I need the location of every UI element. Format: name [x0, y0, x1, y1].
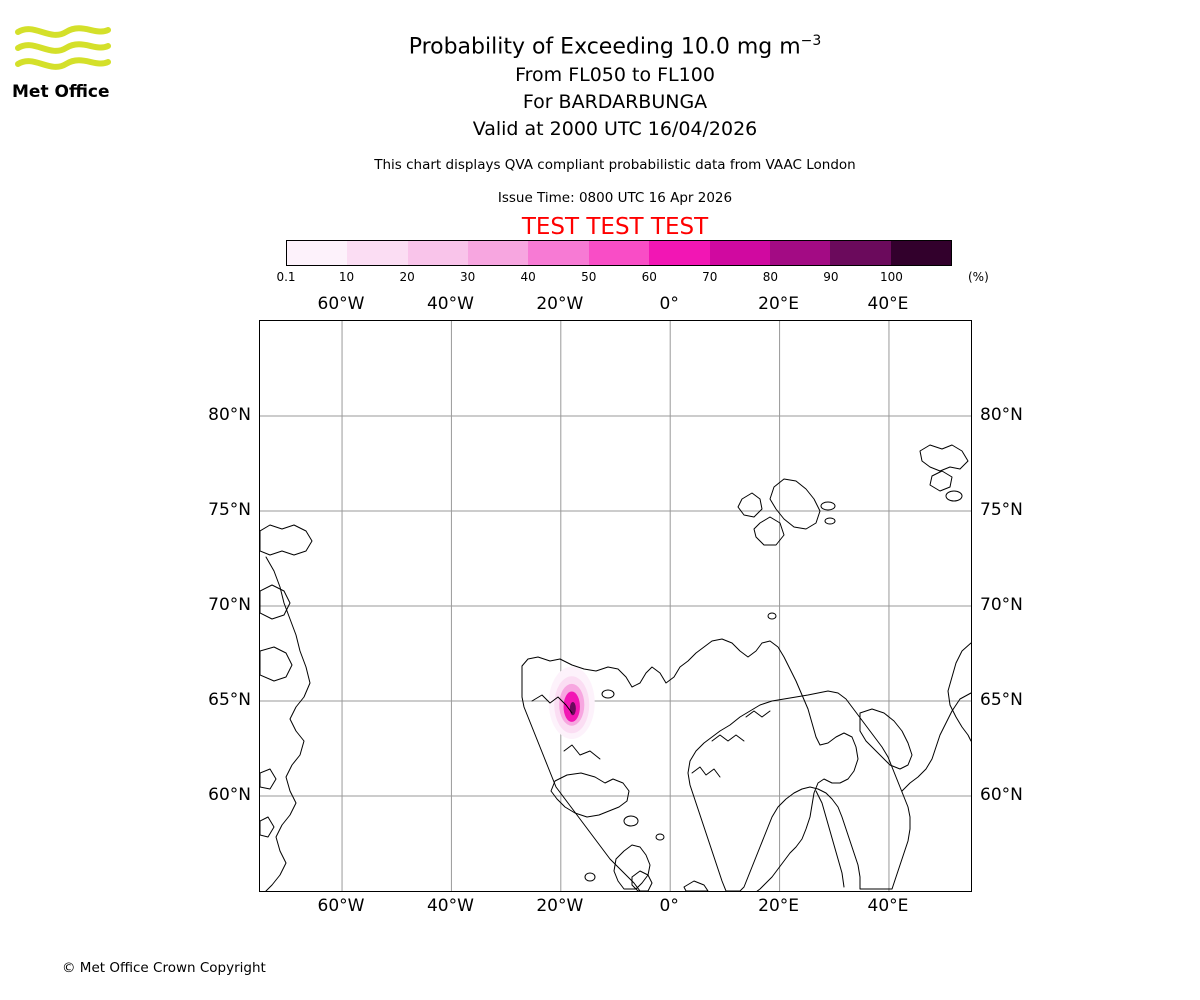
copyright-notice: © Met Office Crown Copyright	[62, 960, 266, 976]
map-plot-area[interactable]	[259, 320, 972, 892]
faroe-islands	[624, 816, 638, 826]
colorbar-band-10	[891, 241, 951, 265]
colorbar-band-9	[830, 241, 890, 265]
lon-label-top-40°W: 40°W	[426, 294, 474, 314]
baffin-inlet-2	[260, 817, 274, 837]
page-title-text: Probability of Exceeding 10.0 mg m	[408, 34, 801, 60]
lat-label-right-60°N: 60°N	[980, 785, 1023, 805]
lat-label-left-60°N: 60°N	[208, 785, 251, 805]
coastlines	[260, 445, 971, 891]
colorbar-tick-labels	[276, 270, 952, 286]
colorbar-tick-20: 20	[399, 270, 415, 284]
lon-label-bottom-40°E: 40°E	[867, 896, 909, 916]
met-office-logo	[12, 20, 112, 110]
small-island-2	[602, 690, 614, 698]
colorbar-tick-60: 60	[641, 270, 657, 284]
qva-note: This chart displays QVA compliant probabilistic data from VAAC London	[374, 157, 856, 173]
colorbar-band-1	[347, 241, 407, 265]
outer-hebrides	[585, 873, 595, 881]
test-banner: TEST TEST TEST	[521, 214, 709, 240]
colorbar-band-7	[710, 241, 770, 265]
flight-level-subtitle: From FL050 to FL100	[515, 64, 715, 86]
baffin-inlet	[260, 769, 276, 789]
ellesmere-island-coastline	[260, 525, 312, 555]
colorbar-band-5	[589, 241, 649, 265]
lon-label-top-20°E: 20°E	[758, 294, 799, 314]
northern-britain-coastline	[632, 871, 652, 891]
lon-label-bottom-20°E: 20°E	[758, 896, 799, 916]
norway-fjords-3	[746, 711, 770, 717]
svalbard-prins-karls	[738, 493, 762, 517]
jan-mayen-island	[768, 613, 776, 619]
lat-label-right-75°N: 75°N	[980, 500, 1023, 520]
colorbar-tick-40: 40	[520, 270, 536, 284]
colorbar-tick-90: 90	[823, 270, 839, 284]
colorbar-tick-50: 50	[581, 270, 597, 284]
canadian-island-coastline-2	[260, 647, 292, 681]
colorbar-band-8	[770, 241, 830, 265]
colorbar-tick-70: 70	[702, 270, 718, 284]
franz-josef-island-3	[946, 491, 962, 501]
lat-label-right-65°N: 65°N	[980, 690, 1023, 710]
colorbar-band-0	[287, 241, 347, 265]
plume-contour-90	[570, 702, 576, 715]
ash-plume-contours	[549, 667, 595, 739]
russian-arctic-coastline	[902, 693, 971, 791]
valid-time-subtitle: Valid at 2000 UTC 16/04/2026	[472, 118, 758, 140]
franz-josef-land-2	[930, 471, 952, 491]
colorbar-tick-0.1: 0.1	[276, 270, 296, 284]
colorbar-tick-30: 30	[459, 270, 476, 284]
map-graticule	[260, 321, 971, 891]
shetland-islands	[656, 834, 664, 840]
met-office-logo-mark	[12, 20, 112, 80]
lon-label-bottom-20°W: 20°W	[536, 896, 584, 916]
volcano-subtitle: For BARDARBUNGA	[522, 91, 708, 113]
lat-label-right-80°N: 80°N	[980, 405, 1023, 425]
kvitoya-island	[821, 502, 835, 510]
lon-label-top-40°E: 40°E	[867, 294, 909, 314]
kola-peninsula	[860, 709, 912, 769]
page-title-superscript: −3	[800, 33, 822, 49]
small-island-1	[825, 518, 835, 524]
franz-josef-land	[920, 445, 968, 471]
colorbar-tick-80: 80	[762, 270, 778, 284]
denmark-coastline	[684, 881, 708, 891]
colorbar-tick-10: 10	[338, 270, 355, 284]
gulf-of-bothnia	[816, 791, 844, 887]
colorbar-tick-100: 100	[880, 270, 903, 284]
scandinavia-coastline	[688, 691, 910, 891]
met-office-logo-text: Met Office	[12, 82, 110, 102]
colorbar-unit-label: (%)	[968, 270, 989, 284]
lon-label-top-60°W: 60°W	[317, 294, 365, 314]
greenland-west-fjords-2	[564, 745, 600, 759]
lon-label-top-20°W: 20°W	[536, 294, 584, 314]
colorbar-band-2	[408, 241, 468, 265]
lon-label-bottom-0°: 0°	[659, 896, 679, 916]
novaya-zemlya-coastline	[948, 643, 971, 741]
norway-fjords	[692, 767, 720, 777]
lat-label-right-70°N: 70°N	[980, 595, 1023, 615]
iceland-coastline	[551, 773, 629, 817]
colorbar-band-4	[528, 241, 588, 265]
lat-label-left-80°N: 80°N	[208, 405, 251, 425]
lat-label-left-75°N: 75°N	[208, 500, 251, 520]
lon-label-top-0°: 0°	[659, 294, 679, 314]
lon-label-bottom-60°W: 60°W	[317, 896, 365, 916]
colorbar-band-6	[649, 241, 709, 265]
norway-fjords-2	[712, 735, 744, 741]
colorbar-gradient	[286, 240, 952, 266]
page-title	[230, 26, 1000, 62]
lon-label-bottom-40°W: 40°W	[426, 896, 474, 916]
canadian-island-coastline-1	[260, 585, 290, 619]
colorbar	[286, 240, 952, 266]
map-canvas	[260, 321, 971, 891]
colorbar-band-3	[468, 241, 528, 265]
issue-time: Issue Time: 0800 UTC 16 Apr 2026	[497, 190, 733, 206]
lat-label-left-65°N: 65°N	[208, 690, 251, 710]
lat-label-left-70°N: 70°N	[208, 595, 251, 615]
